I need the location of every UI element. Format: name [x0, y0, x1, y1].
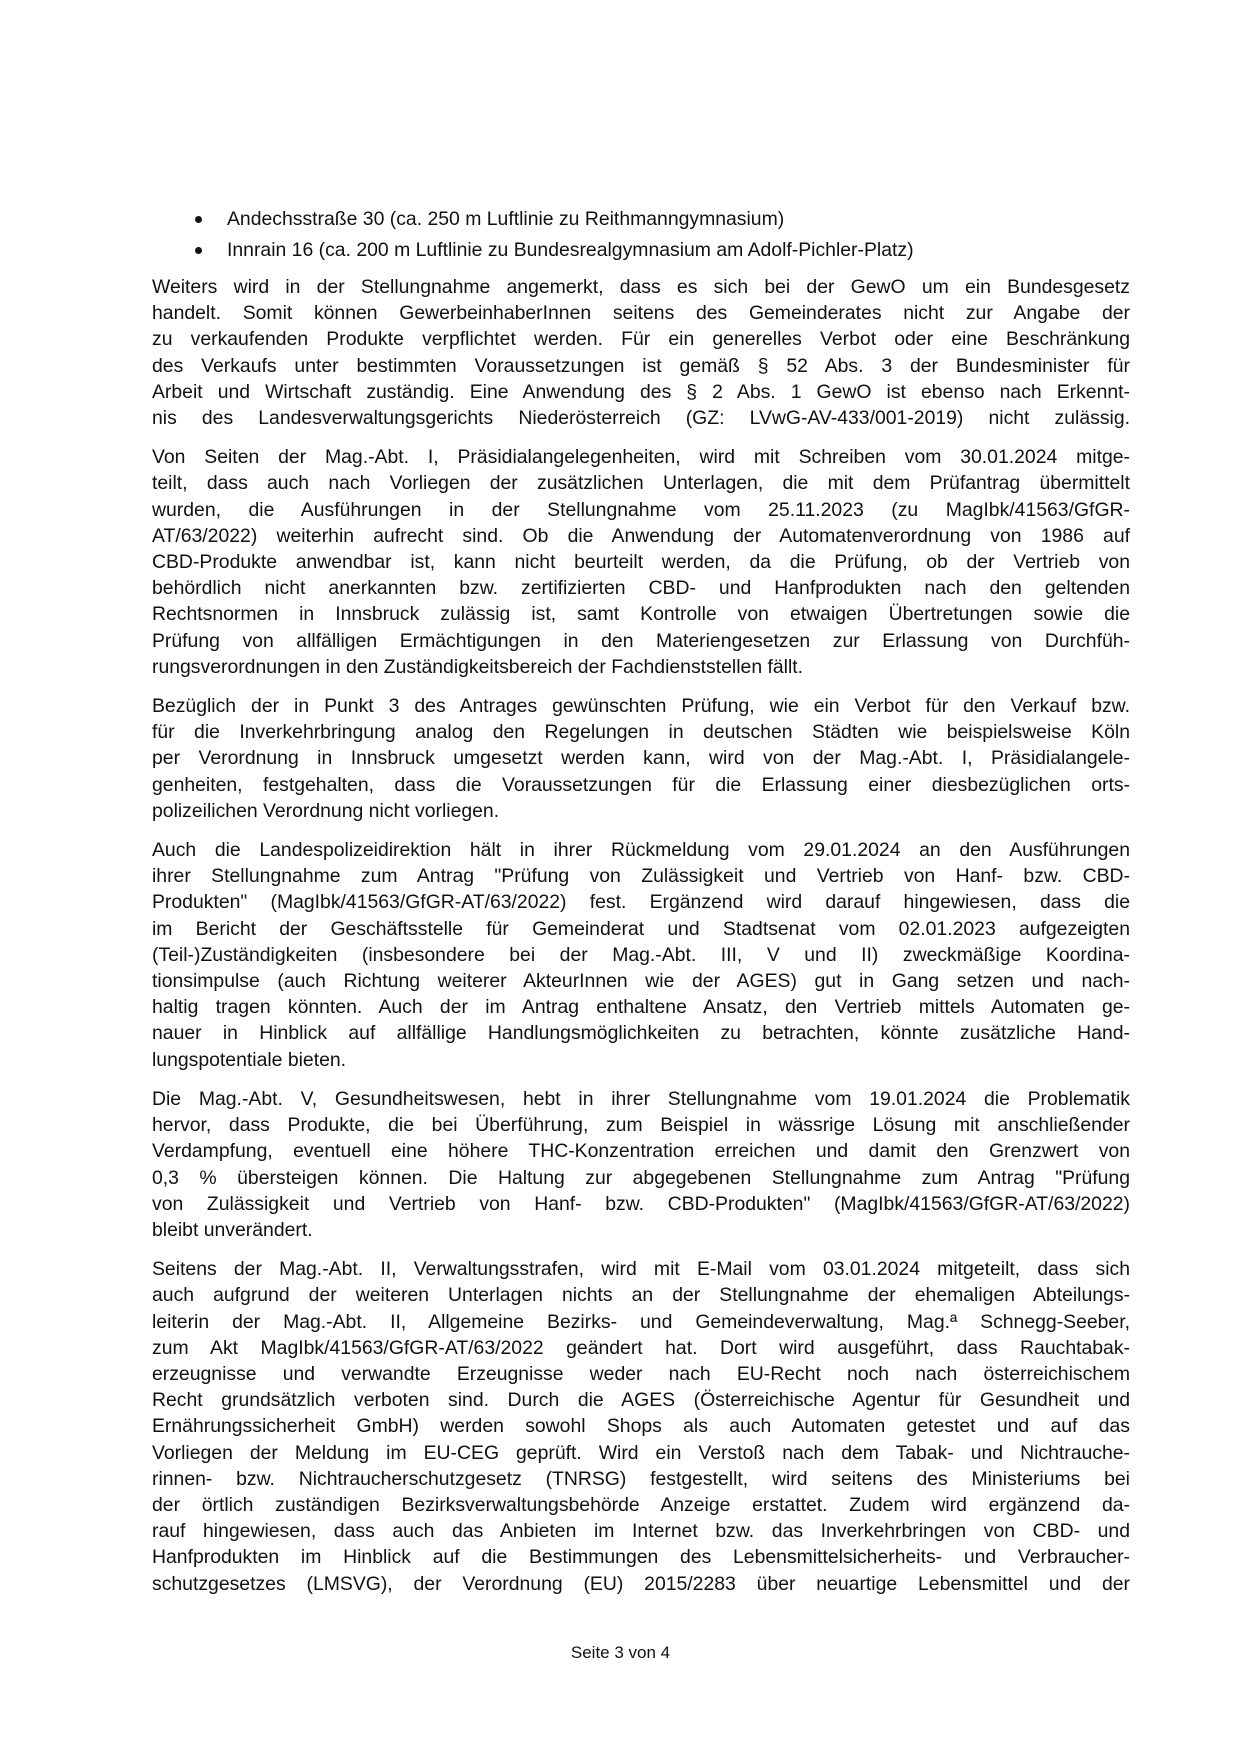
text-line: rungsverordnungen in den Zuständigkeitsbereich der Fachdienststellen fällt. [152, 655, 804, 678]
text-line: Prüfung von allfälligen Ermächtigungen in den Materiengesetzen zur Erlassung von Durchfüh- [152, 629, 1130, 652]
text-line: ihrer Stellungnahme zum Antrag "Prüfung von Zulässigkeit und Vertrieb von Hanf- bzw. CBD- [152, 865, 1130, 888]
text-line: AT/63/2022) weiterhin aufrecht sind. Ob die Anwendung der Automatenverordnung von 1986 auf [152, 524, 1130, 547]
text-line: behördlich nicht anerkannten bzw. zertifizierten CBD- und Hanfprodukten nach den geltenden [152, 577, 1130, 600]
text-line: schutzgesetzes (LMSVG), der Verordnung (EU) 2015/2283 über neuartige Lebensmittel und der [152, 1572, 1130, 1595]
paragraph-praesidialangelegenheiten [152, 444, 1130, 680]
text-line: bleibt unverändert. [152, 1218, 313, 1241]
text-line: für die Inverkehrbringung analog den Regelungen in deutschen Städten wie beispielsweise Köln [152, 721, 1130, 744]
text-line: im Bericht der Geschäftsstelle für Gemeinderat und Stadtsenat vom 02.01.2023 aufgezeigten [152, 917, 1130, 940]
school-distance-list [152, 204, 1130, 266]
text-line: Recht grundsätzlich verboten sind. Durch die AGES (Österreichische Agentur für Gesundheit und [152, 1389, 1130, 1412]
text-line: Verdampfung, eventuell eine höhere THC-Konzentration erreichen und damit den Grenzwert von [152, 1140, 1130, 1163]
text-line: der örtlich zuständigen Bezirksverwaltungsbehörde Anzeige erstattet. Zudem wird ergänzend da- [152, 1493, 1130, 1516]
text-line: polizeilichen Verordnung nicht vorliegen. [152, 799, 500, 822]
text-line: 0,3 % übersteigen können. Die Haltung zur abgegebenen Stellungnahme zum Antrag "Prüfung [152, 1166, 1130, 1189]
paragraph-punkt-3-verbot [152, 693, 1130, 824]
paragraph-verwaltungsstrafen [152, 1256, 1130, 1597]
text-line: Weiters wird in der Stellungnahme angemerkt, dass es sich bei der GewO um ein Bundesgesetz [152, 276, 1130, 298]
text-line: handelt. Somit können GewerbeinhaberInnen seitens des Gemeinderates nicht zur Angabe der [152, 302, 1130, 325]
text-line: Auch die Landespolizeidirektion hält in ihrer Rückmeldung vom 29.01.2024 an den Ausführungen [152, 839, 1130, 862]
text-line: teilt, dass auch nach Vorliegen der zusätzlichen Unterlagen, die mit dem Prüfantrag übermittelt [152, 472, 1130, 495]
text-line: Produkten" (MagIbk/41563/GfGR-AT/63/2022) fest. Ergänzend wird darauf hingewiesen, dass die [152, 891, 1130, 914]
list-item-text: Andechsstraße 30 (ca. 250 m Luftlinie zu Reithmanngymnasium) [227, 208, 785, 230]
text-line: haltig tragen könnten. Auch der im Antrag enthaltene Ansatz, den Vertrieb mittels Automaten ge- [152, 996, 1130, 1019]
text-line: lungspotentiale bieten. [152, 1048, 347, 1071]
text-line: leiterin der Mag.-Abt. II, Allgemeine Bezirks- und Gemeindeverwaltung, Mag.ª Schnegg-Seeber, [152, 1310, 1130, 1333]
text-line: (Teil-)Zuständigkeiten (insbesondere bei der Mag.-Abt. III, V und II) zweckmäßige Koordina- [152, 943, 1130, 966]
text-line: des Verkaufs unter bestimmten Voraussetzungen ist gemäß § 52 Abs. 3 der Bundesminister für [152, 354, 1130, 377]
text-line: tionsimpulse (auch Richtung weiterer AkteurInnen wie der AGES) gut in Gang setzen und nach- [152, 970, 1130, 993]
paragraph-gesundheitswesen [152, 1086, 1130, 1243]
text-line: CBD-Produkte anwendbar ist, kann nicht beurteilt werden, da die Prüfung, ob der Vertrieb von [152, 551, 1130, 574]
text-line: zu verkaufenden Produkte verpflichtet werden. Für ein generelles Verbot oder eine Beschränkung [152, 328, 1130, 351]
text-line: wurden, die Ausführungen in der Stellungnahme vom 25.11.2023 (zu MagIbk/41563/GfGR- [152, 498, 1130, 521]
text-line: Die Mag.-Abt. V, Gesundheitswesen, hebt in ihrer Stellungnahme vom 19.01.2024 die Problematik [152, 1087, 1130, 1110]
list-item-text: Innrain 16 (ca. 200 m Luftlinie zu Bundesrealgymnasium am Adolf-Pichler-Platz) [227, 239, 914, 261]
text-line: nauer in Hinblick auf allfällige Handlungsmöglichkeiten zu betrachten, könnte zusätzliche Hand- [152, 1022, 1130, 1045]
text-line: per Verordnung in Innsbruck umgesetzt werden kann, wird von der Mag.-Abt. I, Präsidialangele- [152, 747, 1130, 770]
text-line: hervor, dass Produkte, die bei Überführung, zum Beispiel in wässrige Lösung mit anschließender [152, 1114, 1130, 1137]
text-line: Arbeit und Wirtschaft zuständig. Eine Anwendung des § 2 Abs. 1 GewO ist ebenso nach Erkennt- [152, 380, 1130, 403]
list-item [152, 204, 1130, 235]
text-line: Von Seiten der Mag.-Abt. I, Präsidialangelegenheiten, wird mit Schreiben vom 30.01.2024 mitge- [152, 446, 1130, 469]
list-item [152, 235, 1130, 266]
text-line: Bezüglich der in Punkt 3 des Antrages gewünschten Prüfung, wie ein Verbot für den Verkauf bzw. [152, 695, 1130, 718]
text-line: rauf hingewiesen, dass auch das Anbieten im Internet bzw. das Inverkehrbringen von CBD- und [152, 1520, 1130, 1543]
text-line: rinnen- bzw. Nichtraucherschutzgesetz (TNRSG) festgestellt, wird seitens des Ministeriums bei [152, 1467, 1130, 1490]
page-number-footer: Seite 3 von 4 [570, 1643, 671, 1662]
text-line: zum Akt MagIbk/41563/GfGR-AT/63/2022 geändert hat. Dort wird ausgeführt, dass Rauchtabak- [152, 1336, 1130, 1359]
text-line: von Zulässigkeit und Vertrieb von Hanf- bzw. CBD-Produkten" (MagIbk/41563/GfGR-AT/63/2022) [152, 1192, 1130, 1215]
paragraph-landespolizeidirektion [152, 837, 1130, 1073]
paragraph-gewo-bundesgesetz [152, 274, 1130, 431]
text-line: Hanfprodukten im Hinblick auf die Bestimmungen des Lebensmittelsicherheits- und Verbraucher- [152, 1546, 1130, 1569]
bullet-icon [195, 247, 202, 254]
text-line: auch aufgrund der weiteren Unterlagen nichts an der Stellungnahme der ehemaligen Abteilungs- [152, 1284, 1130, 1307]
text-line: Seitens der Mag.-Abt. II, Verwaltungsstrafen, wird mit E-Mail vom 03.01.2024 mitgeteilt, dass sich [152, 1258, 1130, 1281]
text-line: erzeugnisse und verwandte Erzeugnisse weder nach EU-Recht noch nach österreichischem [152, 1362, 1130, 1385]
bullet-icon [195, 216, 202, 223]
text-line: Rechtsnormen in Innsbruck zulässig ist, samt Kontrolle von etwaigen Übertretungen sowie die [152, 603, 1130, 626]
text-line: Vorliegen der Meldung im EU-CEG geprüft. Wird ein Verstoß nach dem Tabak- und Nichtrauche- [152, 1441, 1130, 1464]
document-page [152, 204, 1130, 1610]
text-line: genheiten, festgehalten, dass die Voraussetzungen für die Erlassung einer diesbezüglichen orts- [152, 773, 1130, 796]
text-line: nis des Landesverwaltungsgerichts Niederösterreich (GZ: LVwG-AV-433/001-2019) nicht zulässig. [152, 407, 1130, 430]
text-line: Ernährungssicherheit GmbH) werden sowohl Shops als auch Automaten getestet und auf das [152, 1415, 1130, 1438]
